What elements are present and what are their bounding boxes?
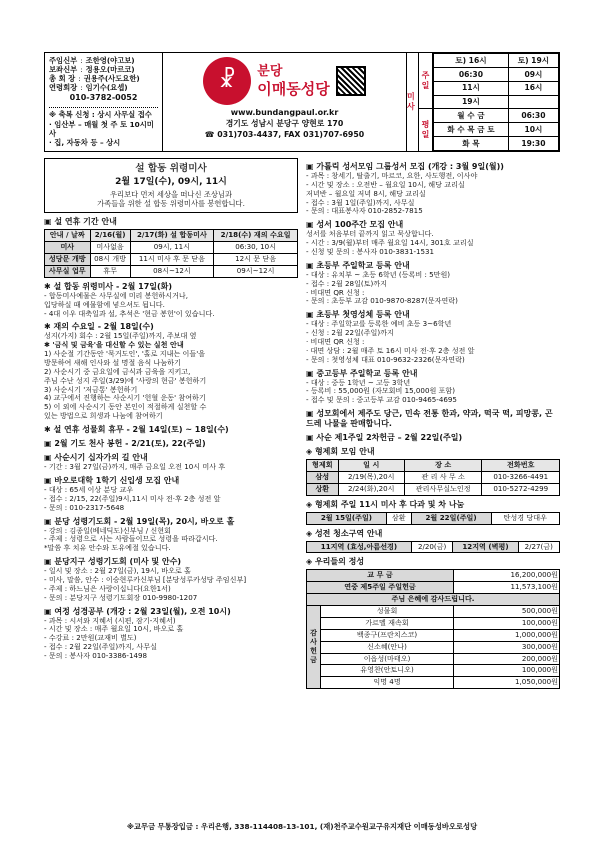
clean-table: 11지역 (효성,아름선경) 2/20(금) 12지역 (벽평) 2/27(금): [306, 541, 560, 554]
holiday-table: 안내 / 날짜 2/16(월) 2/17(화) 설 합동미사 2/18(수) 재의 수요일 미사 미사없음 09시, 11시 06:30, 10시 성당문 개방 08시 개방 11시 미사 후 문 닫음 12시 문 닫음 사무실 업무 휴무 08시~12시 09시~12시: [44, 229, 298, 277]
website-url[interactable]: www.bundangpaul.or.kr: [230, 108, 339, 117]
r7-title: ▣ 사순 제1주일 2차헌금 – 2월 22일(주일): [306, 433, 463, 443]
meet-table: 형제회 일 시 장 소 전화번호 삼성 2/19(목),20시 관 리 사 무 소 010-3266-4491 상환 2/24(화),20시 관리사무실노인정 010-5272-4299: [306, 459, 560, 496]
blessing-notice: ※ 축복 신청 : 상시 사무실 접수 · 임산부 – 매월 첫 주 토 10시미사 · 집, 자동차 등 – 상시: [49, 107, 158, 146]
r4-title: ▣ 초등부 첫영성체 등록 안내: [306, 310, 410, 320]
cross-title: ▣ 사순시기 십자가의 길 안내: [44, 453, 148, 463]
staff-chairman: 총 회 장 : 권용주(사도요한): [49, 74, 140, 84]
staff-phone: 010-3782-0052: [69, 93, 138, 103]
header: [44, 52, 560, 152]
church-brand: [163, 53, 407, 151]
fin-title: ◈ 우리들의 정성: [306, 557, 365, 567]
right-column: ▣ 가톨릭 성서모임 그룹성서 모집 (개강 : 3월 9일(월)) - 과목 : 창세기, 탈출기, 마르코, 요한, 사도행전, 이사야 - 시간 및 장소 : 오전반 – 월요일 10시, 해당 교리실 저녁반 – 월요일 저녁 8시, 해당 교리실 - 접수 : 3월 1일(주일)까지, 사무실 - 문의 : 대표봉사자 010-2852-7815 ▣ 성서 100주간 모집 안내 성서를 처음부터 끝까지 읽고 묵상합니다. - 시간 : 3/9(월)부터 매주 월요일 14시, 301호 교리실 - 신청 및 문의 : 봉사자 010-3831-1531 ▣ 초등부 주일학교 등록 안내 - 대상 : 유치부 ~ 초등 6학년 (등록비 : 5만원) - 접수 : 2월 28일(토)까지 · 비대면 QR 신청 : - 문의 : 초등부 교감 010-9870-8287(문자연락) ▣ 초등부 첫영성체 등록 안내 - 대상 : 주일학교를 등록한 예비 초등 3~6학년 - 신청 : 2월 22일(주일)까지 · 비대면 QR 신청 : · 대면 상담 : 2월 매주 토 16시 미사 전·후 2층 성전 앞 - 문의 : 첫영성체 대표 010-9632-2326(문자연락) ▣ 중고등부 주일학교 등록 안내 - 대상 : 중등 1학년 ~ 고등 3학년 - 등록비 : 55,000원 (자모회비 15,000원 포함) - 접수 및 문의 : 중고등부 교감 010-9465-4695 ▣ 성모회에서 제주도 당근, 민속 전통 한과, 약과, 떡국 떡, 피망콩, 곤드레 나물을 판매합니다. ▣ 사순 제1주일 2차헌금 – 2월 22일(주일) ◈ 형제회 모임 안내 형제회 일 시 장 소 전화번호 삼성 2/19(목),20시 관 리 사 무 소 010-3266-4491 상환 2/24(화),20시 관리사무실노인정 010-5272-4299 ◈ 형제회 주일 11시 미사 후 다과 및 차 나눔 2월 15일(주일) 삼환 2월 22일(주일) 탄성경 당대우 ◈ 성전 청소구역 안내 11지역 (효성,아름선경) 2/20(금) 12지역 (벽평) 2/27(금) ◈ 우리들의 정성 교 무 금 16,200,000원 연중 제5주일 주일헌금 11,573,100원 주님 은혜에 감사드립니다. 감사헌금 성물회 500,000원 가르멜 재속회 100,000원 백종구(프란치스코) 1,000,000원 신소혜(안나) 300,000원 이읍성(마태오) 200,000원 유영찬(안토니오) 100,000원 익명 4명 1,050,000원: [306, 158, 560, 689]
break-title: ✱ 설 연휴 성물회 휴무 - 2월 14일(토) ~ 18일(수): [44, 425, 229, 435]
bulletin-page: [44, 52, 560, 689]
rosary-title: ▣ 2월 기도 천사 봉헌 - 2/21(토), 22(주일): [44, 439, 206, 449]
staff-panel: [45, 53, 163, 151]
clean-title: ◈ 성전 청소구역 안내: [306, 528, 383, 538]
r5-title: ▣ 중고등부 주일학교 등록 안내: [306, 368, 418, 378]
share-table: 2월 15일(주일) 삼환 2월 22일(주일) 탄성경 당대우: [306, 512, 560, 525]
mass-schedule: 미사 주일 평일 토) 16시 토) 19시 06:30 09시 11시 16시 19시 월 수 금 06:30 화 수 목 금 토 10시 화 목 19:30: [407, 53, 559, 151]
spirit-title: ▣ 분당지구 성령기도회 (미사 및 안수): [44, 557, 181, 567]
brand-small: 분당: [257, 63, 283, 79]
staff-youth: 연령회장 : 임기수(요셉): [49, 83, 128, 93]
bank-footer: ※교무금 무통장입금 : 우리은행, 338-114408-13-101, (재)천주교수원교구유지재단 이매동성바오로성당: [126, 822, 478, 831]
bible-title: ▣ 바오로대학 1학기 신입생 모집 안내: [44, 475, 180, 485]
mass-table: 토) 16시 토) 19시 06:30 09시 11시 16시 19시 월 수 금 06:30 화 수 목 금 토 10시 화 목 19:30: [433, 53, 559, 151]
r1-title: ▣ 가톨릭 성서모임 그룹성서 모집 (개강 : 3월 9일(월)): [306, 162, 504, 171]
r6-title: ▣ 성모회에서 제주도 당근, 민속 전통 한과, 약과, 떡국 떡, 피망콩, 곤드레 나물을 판매합니다.: [306, 409, 553, 429]
church-logo: ☧: [203, 57, 251, 105]
ash-title: ✱ 재의 수요일 - 2월 18일(수): [44, 322, 154, 332]
church-address: 경기도 성남시 분당구 양현로 170: [225, 119, 344, 128]
holiday-title: ▣ 설 연휴 기간 안내: [44, 217, 117, 227]
seol-memorial-box: 설 합동 위령미사 2월 17일(수), 09시, 11시 우리보다 먼저 세상을 떠나신 조상님과 가족들을 위한 설 합동 위령미사를 봉헌합니다.: [44, 158, 298, 213]
r3-title: ▣ 초등부 주일학교 등록 안내: [306, 260, 410, 270]
lecture-title: ▣ 분당 성령기도회 - 2월 19일(목), 20시, 바오로 홀: [44, 516, 235, 526]
r2-title: ▣ 성서 100주간 모집 안내: [306, 220, 404, 230]
share-title: ◈ 형제회 주일 11시 미사 후 다과 및 차 나눔: [306, 499, 465, 509]
trip-title: ▣ 여정 성경공부 (개강 : 2월 23일(월), 오전 10시): [44, 606, 231, 616]
memorial-title: ✱ 설 합동 위령미사 - 2월 17일(화): [44, 281, 173, 291]
qr-code-icon[interactable]: [336, 66, 366, 96]
staff-priest: 주임신부 : 조한영(야고보): [49, 56, 135, 65]
church-tel: ☎ 031)703-4437, FAX 031)707-6950: [204, 129, 365, 139]
left-column: 설 합동 위령미사 2월 17일(수), 09시, 11시 우리보다 먼저 세상을 떠나신 조상님과 가족들을 위한 설 합동 위령미사를 봉헌합니다. ▣ 설 연휴 기간 안내 안내 / 날짜 2/16(월) 2/17(화) 설 합동미사 2/18(수) 재의 수요일 미사 미사없음 09시, 11시 06:30, 10시 성당문 개방 08시 개방 11시 미사 후 문 닫음 12시 문 닫음 사무실 업무 휴무 08시~12시 09시~12시 ✱ 설 합동 위령미사 - 2월 17일(화) - 합동미사예물은 사무실에 미리 봉헌하시거나, 입당하실 때 예물함에 넣으셔도 됩니다. - 4대 이우 대축일과 설, 추석은 '현금 봉헌'이 있습니다. ✱ 재의 수요일 - 2월 18일(수) 성지(가지) 회수 : 2월 15일(주일)까지, 주보대 옆 ✱ '금식 및 금육'을 대신할 수 있는 실천 안내 1) 사순절 기간동안 '묵거도인', '홀로 지내는 이들'을 방문하여 새해 인사와 설 명절 음식 나눔하기 2) 사순시기 중 금요일에 금식과 금육을 지키고, 주님 수난 성지 주일(3/29)에 '사랑의 현금' 봉헌하기 3) 사순시기 '저금통' 봉헌하기 4) 교구에서 진행하는 사순시기 '헌혈 운동' 참여하기 5) 이 외에 사순시기 동안 본인이 적절하게 실천할 수 있는 방법으로 희생과 나눔에 참여하기 ✱ 설 연휴 성물회 휴무 - 2월 14일(토) ~ 18일(수) ▣ 2월 기도 천사 봉헌 - 2/21(토), 22(주일) ▣ 사순시기 십자가의 길 안내 - 기간 : 3월 27일(금)까지, 매주 금요일 오전 10시 미사 후 ▣ 바오로대학 1학기 신입생 모집 안내 - 대상 : 65세 이상 분당 교우 - 접수 : 2/15, 22(주일)9시,11시 미사 전·후 2층 성전 앞 - 문의 : 010-2317-5648 ▣ 분당 성령기도회 - 2월 19일(목), 20시, 바오로 홀 - 강의 : 김종일(베네딕도)신부님 / 신현회 - 주제 : 성령으로 사는 사람들이므로 성령을 따라갑시다. *말씀 후 치유 안수와 도유예절 있습니다. ▣ 분당지구 성령기도회 (미사 및 안수) - 일시 및 장소 : 2월 27일(금), 19시, 바오로 홀 - 미사, 말씀, 안수 : 이승현루카신부님 [분당성루카성당 주임신부] - 주제 : 하느님은 사랑이십니다(요한1서) - 문의 : 분당지구 성령기도회장 010-9980-1207 ▣ 여정 성경공부 (개강 : 2월 23일(월), 오전 10시) - 과목 : 시서와 지혜서 (시편, 잠기-지혜서) - 시간 및 장소 : 매주 월요일 10시, 바오로 홀 - 수강료 : 2만원(교재비 별도) - 접수 : 2월 22일(주일)까지, 사무실 - 문의 : 봉사자 010-3386-1498: [44, 158, 298, 689]
brand-big: 이매동성당: [257, 79, 330, 98]
finance-table: 교 무 금 16,200,000원 연중 제5주일 주일헌금 11,573,100원 주님 은혜에 감사드립니다. 감사헌금 성물회 500,000원 가르멜 재속회 100,000원 백종구(프란치스코) 1,000,000원 신소혜(안나) 300,000원 이읍성(마태오) 200,000원 유영찬(안토니오) 100,000원 익명 4명 1,050,000원: [306, 569, 560, 689]
staff-assistant: 보좌신부 : 정용오(마르코): [49, 65, 135, 75]
meet-title: ◈ 형제회 모임 안내: [306, 447, 375, 457]
